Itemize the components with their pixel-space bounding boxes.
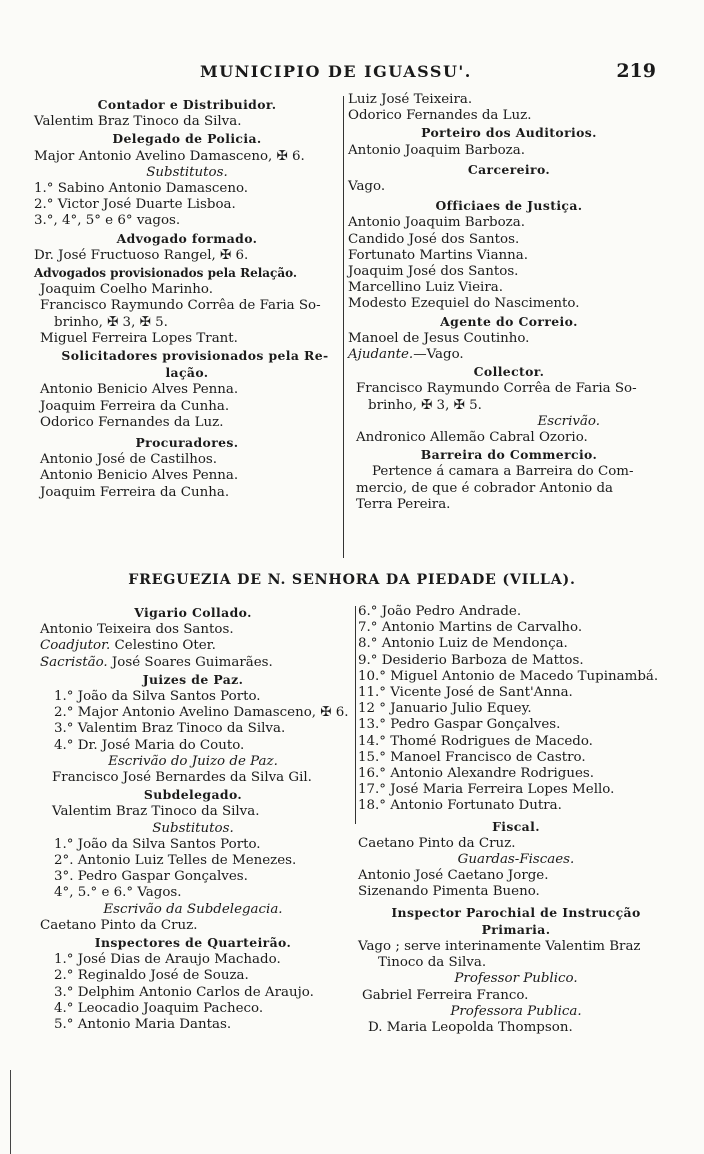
entry: 1.° José Dias de Araujo Machado.	[54, 952, 281, 968]
entry: mercio, de que é cobrador Antonio da	[356, 480, 614, 496]
subheading-guardas: Guardas-Fiscaes.	[457, 852, 575, 868]
entry: 1.° João da Silva Santos Porto.	[54, 836, 261, 852]
column-upper-left	[34, 96, 340, 501]
entry: 1.° João da Silva Santos Porto.	[54, 689, 261, 705]
entry: Odorico Fernandes da Luz.	[348, 108, 532, 124]
subheading-escrivao: Escrivão.	[537, 413, 600, 429]
entry: Luiz José Teixeira.	[348, 92, 473, 107]
column-lower-left	[34, 604, 352, 1033]
subheading-professor: Professor Publico.	[454, 971, 578, 987]
entry: brinho, ✠ 3, ✠ 5.	[368, 397, 482, 413]
section-title: FREGUEZIA DE N. SENHORA DA PIEDADE (VILLA).	[128, 572, 576, 588]
entry: Candido José dos Santos.	[348, 231, 520, 247]
entry: Joaquim Ferreira da Cunha.	[40, 398, 230, 414]
entry: Caetano Pinto da Cruz.	[358, 835, 516, 851]
page-number: 219	[616, 60, 656, 82]
entry: Tinoco da Silva.	[378, 955, 487, 971]
heading-inspector-parochial-cont: Primaria.	[481, 921, 551, 937]
ajudante-value: —Vago.	[413, 347, 464, 363]
entry: Vago.	[348, 179, 386, 195]
entry: 2.° Major Antonio Avelino Damasceno, ✠ 6.	[54, 705, 349, 721]
entry: Joaquim Coelho Marinho.	[40, 282, 214, 298]
coadjutor-label: Coadjutor.	[40, 638, 111, 654]
heading-correio: Agente do Correio.	[440, 313, 578, 329]
entry: 3.° Delphim Antonio Carlos de Araujo.	[54, 984, 314, 1000]
entry: 10.° Miguel Antonio de Macedo Tupinambá.	[358, 668, 659, 684]
heading-solicitadores: Solicitadores provisionados pela Re-	[61, 348, 329, 364]
margin-mark	[10, 1070, 11, 1154]
column-upper-right	[348, 92, 670, 513]
heading-barreira: Barreira do Commercio.	[420, 447, 598, 463]
sacristao-label: Sacristão.	[40, 654, 108, 670]
entry: Marcellino Luiz Vieira.	[348, 280, 503, 296]
subheading-escrivao-subdelegacia: Escrivão da Subdelegacia.	[103, 901, 283, 917]
entry: 11.° Vicente José de Sant'Anna.	[358, 685, 573, 701]
entry: Fortunato Martins Vianna.	[348, 247, 529, 263]
entry: Antonio José Caetano Jorge.	[358, 868, 549, 884]
heading-collector: Collector.	[473, 364, 545, 380]
entry: Caetano Pinto da Cruz.	[40, 917, 198, 933]
entry: 18.° Antonio Fortunato Dutra.	[358, 798, 562, 814]
entry: 17.° José Maria Ferreira Lopes Mello.	[358, 782, 615, 798]
entry: 3.°, 4°, 5° e 6° vagos.	[34, 213, 181, 229]
coadjutor-value: Celestino Oter.	[110, 638, 216, 654]
entry: 4°, 5.° e 6.° Vagos.	[54, 885, 182, 901]
running-head	[0, 62, 704, 86]
entry: Terra Pereira.	[356, 496, 451, 512]
entry: 16.° Antonio Alexandre Rodrigues.	[358, 766, 595, 782]
entry: Francisco José Bernardes da Silva Gil.	[52, 770, 312, 786]
heading-advogado: Advogado formado.	[116, 230, 258, 246]
heading-inspectores: Inspectores de Quarteirão.	[94, 935, 292, 951]
entry-ajudante	[348, 347, 670, 363]
entry: Joaquim José dos Santos.	[348, 264, 519, 280]
subheading-substitutos: Substitutos.	[146, 164, 228, 180]
entry: Francisco Raymundo Corrêa de Faria So-	[40, 298, 321, 314]
running-title: MUNICIPIO DE IGUASSU'.	[200, 62, 472, 81]
entry: 6.° João Pedro Andrade.	[358, 604, 522, 619]
heading-porteiro: Porteiro dos Auditorios.	[421, 125, 597, 141]
entry: D. Maria Leopolda Thompson.	[368, 1020, 573, 1036]
heading-fiscal: Fiscal.	[492, 818, 540, 834]
column-lower-right	[358, 604, 674, 1036]
entry: Pertence á camara a Barreira do Com-	[372, 464, 634, 480]
entry: 1.° Sabino Antonio Damasceno.	[34, 181, 249, 197]
heading-vigario: Vigario Collado.	[134, 605, 252, 620]
entry: Valentim Braz Tinoco da Silva.	[34, 114, 242, 130]
entry-coadjutor	[34, 638, 352, 654]
heading-delegado: Delegado de Policia.	[112, 131, 262, 147]
ajudante-label: Ajudante.	[348, 347, 414, 363]
entry: 4.° Dr. José Maria do Couto.	[54, 737, 245, 753]
entry: 8.° Antonio Luiz de Mendonça.	[358, 636, 568, 652]
entry: Sizenando Pimenta Bueno.	[358, 884, 540, 900]
entry: 15.° Manoel Francisco de Castro.	[358, 749, 586, 765]
entry: 3.° Valentim Braz Tinoco da Silva.	[54, 721, 286, 737]
entry: Antonio Joaquim Barboza.	[348, 142, 525, 158]
entry: 9.° Desiderio Barboza de Mattos.	[358, 652, 584, 668]
entry: 14.° Thomé Rodrigues de Macedo.	[358, 733, 593, 749]
entry: 4.° Leocadio Joaquim Pacheco.	[54, 1000, 264, 1016]
entry: Joaquim Ferreira da Cunha.	[40, 484, 230, 500]
subheading-escrivao-juizo: Escrivão do Juizo de Paz.	[108, 753, 278, 769]
entry: 3°. Pedro Gaspar Gonçalves.	[54, 869, 248, 885]
entry: Antonio José de Castilhos.	[40, 452, 218, 468]
entry: 2°. Antonio Luiz Telles de Menezes.	[54, 853, 297, 869]
entry: Major Antonio Avelino Damasceno, ✠ 6.	[34, 148, 305, 164]
entry: 2.° Reginaldo José de Souza.	[54, 968, 249, 984]
subheading-substitutos: Substitutos.	[152, 820, 234, 836]
entry: Vago ; serve interinamente Valentim Braz	[358, 939, 641, 955]
heading-carcereiro: Carcereiro.	[467, 161, 551, 177]
heading-subdelegado: Subdelegado.	[143, 787, 243, 803]
entry: brinho, ✠ 3, ✠ 5.	[54, 314, 168, 330]
heading-officiaes: Officiaes de Justiça.	[435, 198, 583, 214]
entry: Odorico Fernandes da Luz.	[40, 414, 224, 430]
column-rule-bottom	[355, 606, 356, 824]
entry: Valentim Braz Tinoco da Silva.	[52, 804, 260, 820]
entry-sacristao	[34, 655, 352, 671]
entry: 12 ° Januario Julio Equey.	[358, 701, 532, 717]
entry: Francisco Raymundo Corrêa de Faria So-	[356, 381, 637, 397]
entry: 7.° Antonio Martins de Carvalho.	[358, 620, 583, 636]
entry: Antonio Joaquim Barboza.	[348, 215, 525, 231]
entry: Modesto Ezequiel do Nascimento.	[348, 296, 580, 312]
heading-solicitadores-cont: lação.	[165, 365, 209, 381]
entry: 13.° Pedro Gaspar Gonçalves.	[358, 717, 561, 733]
entry: 2.° Victor José Duarte Lisboa.	[34, 197, 236, 213]
sacristao-value: José Soares Guimarães.	[107, 654, 273, 670]
entry: Dr. José Fructuoso Rangel, ✠ 6.	[34, 247, 249, 263]
entry: Antonio Teixeira dos Santos.	[40, 622, 234, 638]
entry: 5.° Antonio Maria Dantas.	[54, 1017, 232, 1033]
entry: Miguel Ferreira Lopes Trant.	[40, 330, 238, 346]
heading-advogados-provisionados: Advogados provisionados pela Relação.	[34, 266, 298, 281]
heading-procuradores: Procuradores.	[135, 435, 239, 451]
entry: Gabriel Ferreira Franco.	[362, 987, 529, 1003]
entry: Andronico Allemão Cabral Ozorio.	[356, 430, 588, 446]
entry: Manoel de Jesus Coutinho.	[348, 330, 530, 346]
entry: Antonio Benicio Alves Penna.	[40, 468, 239, 484]
subheading-professora: Professora Publica.	[450, 1003, 582, 1019]
heading-contador: Contador e Distribuidor.	[97, 97, 277, 112]
heading-inspector-parochial: Inspector Parochial de Instrucção	[391, 904, 641, 920]
heading-juizes: Juizes de Paz.	[142, 671, 244, 687]
column-rule-top	[343, 96, 344, 558]
entry: Antonio Benicio Alves Penna.	[40, 382, 239, 398]
